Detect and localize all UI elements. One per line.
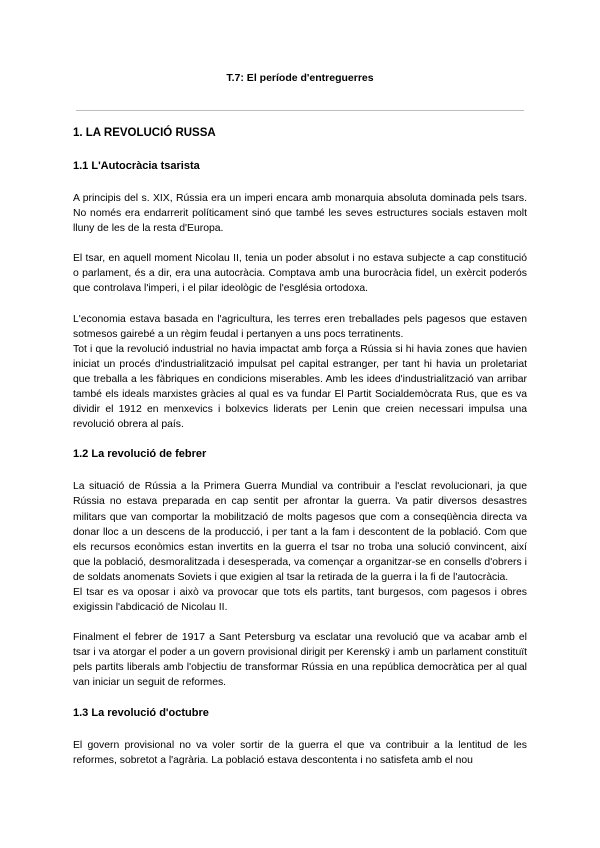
paragraph: L'economia estava basada en l'agricultura, les terres eren treballades pels pagesos que estaven sotmesos gairebé a un règim feudal i pertanyen a uns pocs terratinents.	[73, 313, 527, 340]
paragraph: Finalment el febrer de 1917 a Sant Petersburg va esclatar una revolució que va acabar amb el tsar i va atorgar el poder a un govern provisional dirigit per Kerenskÿ i amb un parlament constituït pels partits liberals amb l'objectiu de transformar Rússia en una república democràtica per al qual van iniciar un seguit de reformes.	[73, 632, 527, 689]
document-title: T.7: El període d'entreguerres	[226, 72, 374, 84]
subsection-heading-autocracia: 1.1 L'Autocràcia tsarista	[73, 160, 200, 172]
title-divider	[76, 110, 524, 111]
paragraph: El tsar es va oposar i això va provocar que tots els partits, tant burgesos, com pagesos i obres exigissin l'abdicació de Nicolau II.	[73, 586, 527, 614]
paragraph: Tot i que la revolució industrial no havia impactat amb força a Rússia si hi havia zones que havien iniciat un procés d'industrialització impulsat pel capital estranger, per tant hi havia un proletariat que treballa a les fàbriques en condicions miserables. Amb les idees d'industrialització van arribar també els ideals marxistes gràcies al qual es va fundar El Partit Socialdemòcrata Rus, que es va dividir el 1912 en menxevics i bolxevics liderats per Lenin que creien necessari impulsa una revolució obrera al país.	[73, 343, 527, 431]
paragraph: La situació de Rússia a la Primera Guerra Mundial va contribuir a l'esclat revolucionari, ja que Rússia no estava preparada en cap sentit per afrontar la guerra. Va patir diversos desastres militars que van comportar la mobilització de molts pagesos que com a conseqüència directa va donar lloc a un descens de la producció, i per tant a la fam i descontent de la població. Com que els recursos econòmics estan invertits en la guerra el tsar no troba una solució convincent, així que la població, desmoralitzada i desesperada, va començar a organitzar-se en consells d'obrers i de soldats anomenats Soviets i que exigien al tsar la retirada de la guerra i la fi de l'autocràcia.	[73, 481, 527, 583]
subsection-heading-febrer: 1.2 La revolució de febrer	[73, 448, 207, 461]
paragraph: El tsar, en aquell moment Nicolau II, tenia un poder absolut i no estava subjecte a cap constitució o parlament, és a dir, era una autocràcia. Comptava amb una burocràcia fidel, un exèrcit poderós que controlava l'imperi, i el pilar ideològic de l'església ortodoxa.	[73, 253, 527, 295]
document-body	[73, 125, 527, 783]
subsection-heading-octubre: 1.3 La revolució d'octubre	[73, 706, 209, 719]
paragraph: El govern provisional no va voler sortir de la guerra el que va contribuir a la lentitud de les reformes, sobretot a l'agrària. La població estava descontenta i no satisfeta amb el nou	[73, 739, 527, 766]
section-heading: 1. LA REVOLUCIÓ RUSSA	[73, 127, 216, 139]
paragraph: A principis del s. XIX, Rússia era un imperi encara amb monarquia absoluta dominada pels tsars. No només era endarrerit políticament sinó que també les seves estructures socials estaven molt lluny de les de la resta d'Europa.	[73, 193, 527, 235]
